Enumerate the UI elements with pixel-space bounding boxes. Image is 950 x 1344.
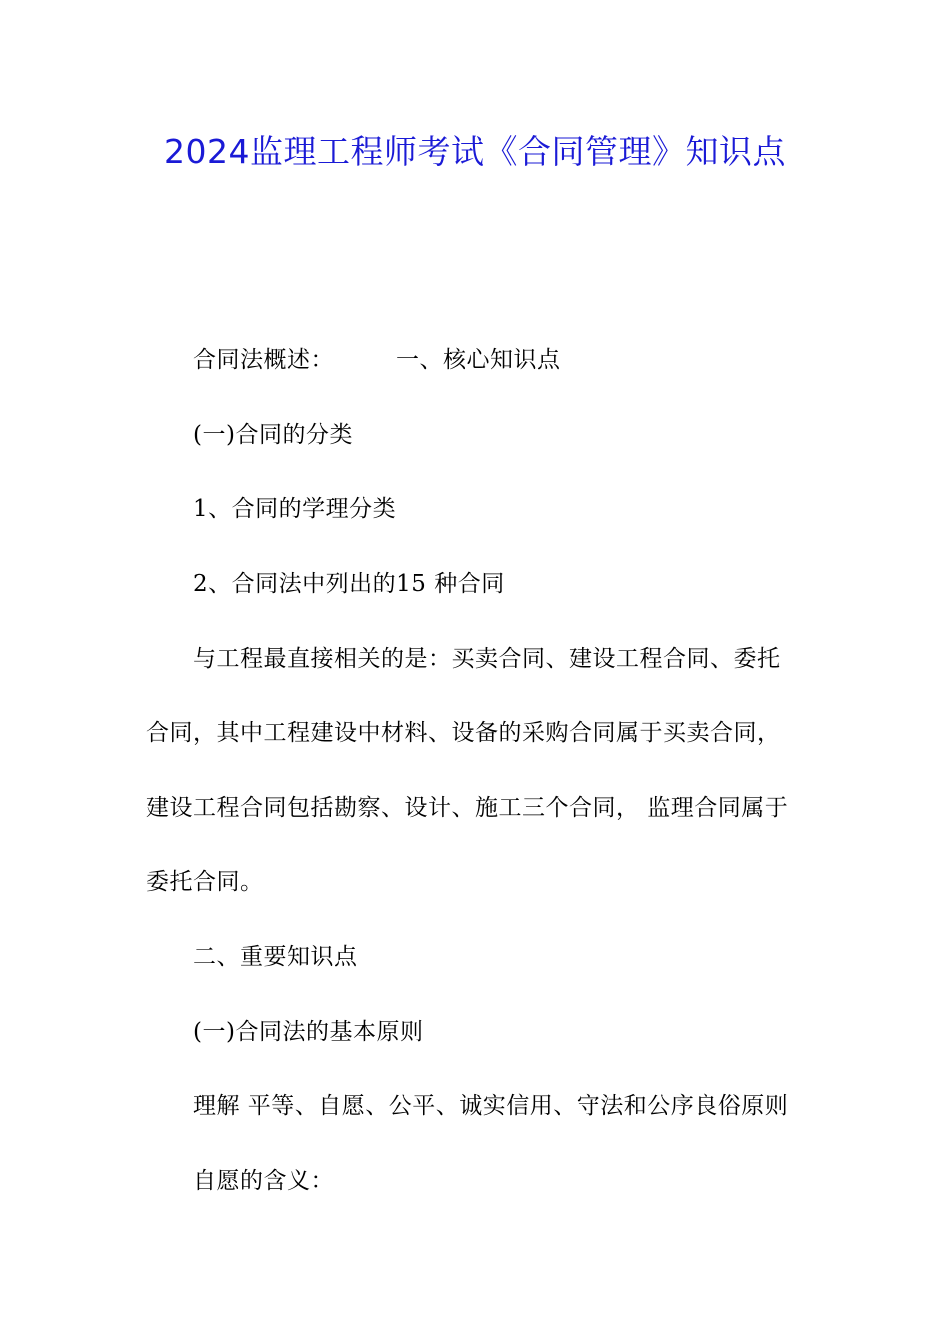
overview-line (193, 343, 561, 377)
page-title: 2024监理工程师考试《合同管理》知识点 (164, 132, 786, 171)
core-knowledge-heading: 一、核心知识点 (396, 347, 561, 373)
paragraph-line: 与工程最直接相关的是：买卖合同、建设工程合同、委托 (193, 646, 781, 672)
paragraph-line: 合同，其中工程建设中材料、设备的采购合同属于买卖合同， (146, 720, 781, 746)
overview-label: 合同法概述： (193, 347, 334, 373)
principles-line: 理解 平等、自愿、公平、诚实信用、守法和公序良俗原则 (193, 1093, 789, 1119)
section-heading-contract-classification: (一)合同的分类 (193, 422, 353, 448)
paragraph-line: 委托合同。 (146, 869, 264, 895)
list-item-fifteen-contracts: 2、合同法中列出的15 种合同 (193, 571, 505, 597)
section-heading-basic-principles: (一)合同法的基本原则 (193, 1019, 424, 1045)
paragraph-line: 建设工程合同包括勘察、设计、施工三个合同， 监理合同属于 (146, 795, 789, 821)
list-item-academic-classification: 1、合同的学理分类 (193, 496, 397, 522)
important-knowledge-heading: 二、重要知识点 (193, 944, 358, 970)
voluntary-meaning-line: 自愿的含义： (193, 1168, 334, 1194)
